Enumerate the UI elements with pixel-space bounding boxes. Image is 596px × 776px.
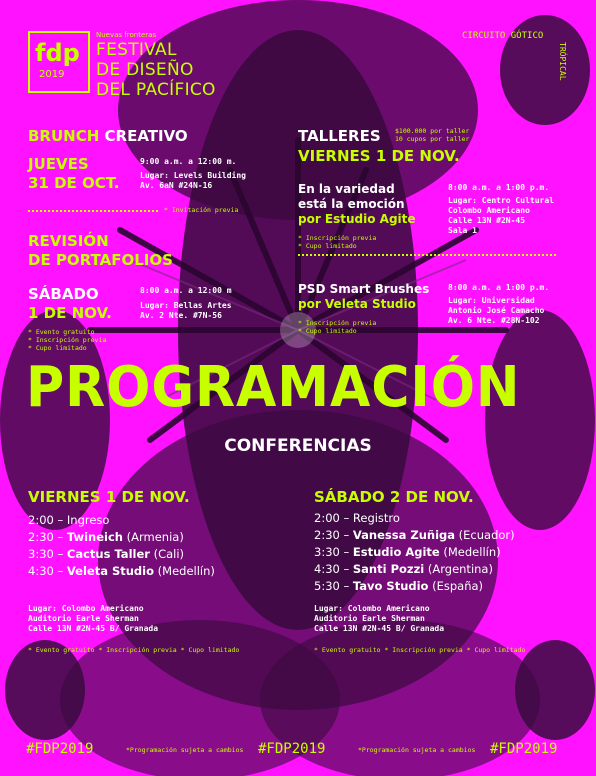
schedule-time: 2:00 [28, 513, 54, 527]
festival-title-line-3: DEL PACÍFICO [96, 80, 216, 100]
workshop1-by: por Estudio Agite [298, 212, 416, 226]
talleres-title: TALLERES [298, 127, 381, 145]
tagline: Nuevas fronteras [96, 31, 157, 39]
conf-right-date: SÁBADO 2 DE NOV. [314, 488, 474, 506]
speaker-name: Cactus Taller [66, 547, 150, 561]
brunch-note: * Invitación previa [164, 206, 239, 214]
circuit-vertical-label: TRÓPICAL [558, 42, 567, 81]
workshop1-title-line-1: En la variedad [298, 182, 395, 196]
revision-day: SÁBADO [28, 285, 99, 303]
logo [28, 31, 90, 93]
schedule-time: 4:30 [314, 562, 340, 576]
speaker-name: Veleta Studio [66, 564, 155, 578]
workshop1-note-1: * Inscripción previa [298, 234, 377, 242]
workshop1-note-2: * Cupo limitado [298, 242, 357, 250]
main-title: PROGRAMACIÓN [26, 355, 521, 420]
talleres-price [395, 127, 469, 143]
brunch-title-a: BRUNCH [28, 127, 100, 145]
footer-hashtag-left: #FDP2019 [26, 741, 94, 757]
brunch-title-b: CREATIVO [104, 127, 188, 145]
conf-right-schedule [314, 510, 515, 595]
speaker-name: Twineich [66, 530, 123, 544]
workshop1-place [448, 196, 554, 236]
schedule-row: 2:00 – Registro [314, 511, 400, 525]
brunch-day: JUEVES [28, 155, 89, 173]
speaker-extra: (Cali) [153, 547, 185, 561]
logo-text: fdp [35, 39, 80, 67]
revision-title-line-1: REVISIÓN [28, 232, 109, 250]
brunch-place-line-2: Av. 6aN #24N-16 [140, 181, 213, 190]
speaker-name: Tavo Studio [352, 579, 429, 593]
speaker-extra: Registro [352, 511, 400, 525]
conf-right-notes: * Evento gratuito * Inscripción previa * Cupo limitado [314, 646, 526, 654]
revision-notes [28, 328, 106, 352]
revision-place-line-2: Av. 2 Nte. #7N-56 [140, 311, 222, 320]
speaker-extra: (Medellín) [443, 545, 501, 559]
schedule-row: 2:30 – Twineich (Armenia) [28, 530, 184, 544]
footer-hashtag-right: #FDP2019 [490, 741, 558, 757]
schedule-row: 2:00 – Ingreso [28, 513, 110, 527]
speaker-extra: (Medellín) [157, 564, 215, 578]
workshop1-place-line-1: Lugar: Centro Cultural [448, 196, 554, 205]
revision-note-3: * Cupo limitado [28, 344, 87, 352]
workshop1-place-line-2: Colombo Americano [448, 206, 530, 215]
conf-left-place [28, 604, 158, 634]
revision-note-2: * Inscripción previa [28, 336, 107, 344]
conf-left-place-line-1: Lugar: Colombo Americano [28, 604, 144, 613]
schedule-time: 4:30 [28, 564, 54, 578]
schedule-row: 3:30 – Estudio Agite (Medellín) [314, 545, 501, 559]
festival-title-line-1: FESTIVAL [96, 40, 177, 60]
talleres-price-line-1: $100.000 por taller [395, 127, 470, 135]
schedule-row: 4:30 – Veleta Studio (Medellín) [28, 564, 215, 578]
conf-left-notes: * Evento gratuito * Inscripción previa * Cupo limitado [28, 646, 240, 654]
schedule-time: 2:30 [314, 528, 340, 542]
workshop2-time: 8:00 a.m. a 1:00 p.m. [448, 283, 550, 292]
workshop1-title [298, 182, 405, 212]
revision-date: 1 DE NOV. [28, 304, 112, 322]
speaker-extra: (España) [432, 579, 484, 593]
revision-place-line-1: Lugar: Bellas Artes [140, 301, 232, 310]
schedule-time: 2:30 [28, 530, 54, 544]
workshop2-notes [298, 319, 376, 335]
footer-disclaimer-right: *Programación sujeta a cambios [358, 746, 476, 754]
footer-hashtag-center: #FDP2019 [258, 741, 326, 757]
speaker-extra: (Ecuador) [458, 528, 515, 542]
workshop2-place-line-1: Lugar: Universidad [448, 296, 535, 305]
brunch-title [28, 127, 188, 145]
schedule-row: 5:30 – Tavo Studio (España) [314, 579, 484, 593]
circuit-label: CIRCUITO GÓTICO [462, 31, 544, 41]
workshop2-title: PSD Smart Brushes [298, 282, 430, 296]
conf-left-place-line-2: Auditorio Earle Sherman [28, 614, 139, 623]
footer-disclaimer-left: *Programación sujeta a cambios [126, 746, 244, 754]
brunch-time: 9:00 a.m. a 12:00 m. [140, 157, 237, 166]
schedule-row: 2:30 – Vanessa Zuñiga (Ecuador) [314, 528, 515, 542]
schedule-time: 5:30 [314, 579, 340, 593]
conf-right-place-line-1: Lugar: Colombo Americano [314, 604, 430, 613]
workshop1-title-line-2: está la emoción [298, 197, 405, 211]
talleres-divider [298, 254, 556, 256]
conf-left-place-line-3: Calle 13N #2N-45 B/ Granada [28, 624, 159, 633]
workshop2-place [448, 296, 544, 326]
talleres-price-line-2: 10 cupos por taller [395, 135, 470, 143]
schedule-time: 3:30 [314, 545, 340, 559]
workshop2-note-1: * Inscripción previa [298, 319, 377, 327]
conf-right-place [314, 604, 444, 634]
workshop2-place-line-2: Antonio José Camacho [448, 306, 545, 315]
workshop1-notes [298, 234, 376, 250]
revision-time: 8:00 a.m. a 12:00 m [140, 286, 232, 295]
festival-title [96, 40, 216, 100]
workshop1-place-line-4: Sala 1 [448, 226, 477, 235]
schedule-row: 3:30 – Cactus Taller (Cali) [28, 547, 185, 561]
schedule-time: 2:00 [314, 511, 340, 525]
speaker-extra: (Argentina) [427, 562, 493, 576]
conf-left-date: VIERNES 1 DE NOV. [28, 488, 190, 506]
speaker-extra: (Armenia) [126, 530, 184, 544]
brunch-divider [28, 210, 158, 212]
speaker-name: Estudio Agite [352, 545, 440, 559]
workshop1-time: 8:00 a.m. a 1:00 p.m. [448, 183, 550, 192]
speaker-name: Santi Pozzi [352, 562, 425, 576]
brunch-place [140, 171, 246, 191]
conf-left-schedule [28, 512, 215, 580]
schedule-time: 3:30 [28, 547, 54, 561]
brunch-place-line-1: Lugar: Levels Building [140, 171, 246, 180]
revision-title [28, 232, 173, 270]
conf-right-place-line-2: Auditorio Earle Sherman [314, 614, 425, 623]
revision-note-1: * Evento gratuito [28, 328, 95, 336]
revision-title-line-2: DE PORTAFOLIOS [28, 251, 173, 269]
talleres-date: VIERNES 1 DE NOV. [298, 147, 460, 165]
conferencias-title: CONFERENCIAS [224, 436, 372, 456]
revision-place [140, 301, 232, 321]
workshop1-place-line-3: Calle 13N #2N-45 [448, 216, 526, 225]
schedule-row: 4:30 – Santi Pozzi (Argentina) [314, 562, 493, 576]
workshop2-place-line-3: Av. 6 Nte. #28N-102 [448, 316, 540, 325]
speaker-extra: Ingreso [66, 513, 110, 527]
conf-right-place-line-3: Calle 13N #2N-45 B/ Granada [314, 624, 445, 633]
logo-year: 2019 [39, 69, 65, 80]
brunch-date: 31 DE OCT. [28, 174, 120, 192]
workshop2-note-2: * Cupo limitado [298, 327, 357, 335]
festival-title-line-2: DE DISEÑO [96, 60, 194, 80]
speaker-name: Vanessa Zuñiga [352, 528, 456, 542]
workshop2-by: por Veleta Studio [298, 297, 416, 311]
